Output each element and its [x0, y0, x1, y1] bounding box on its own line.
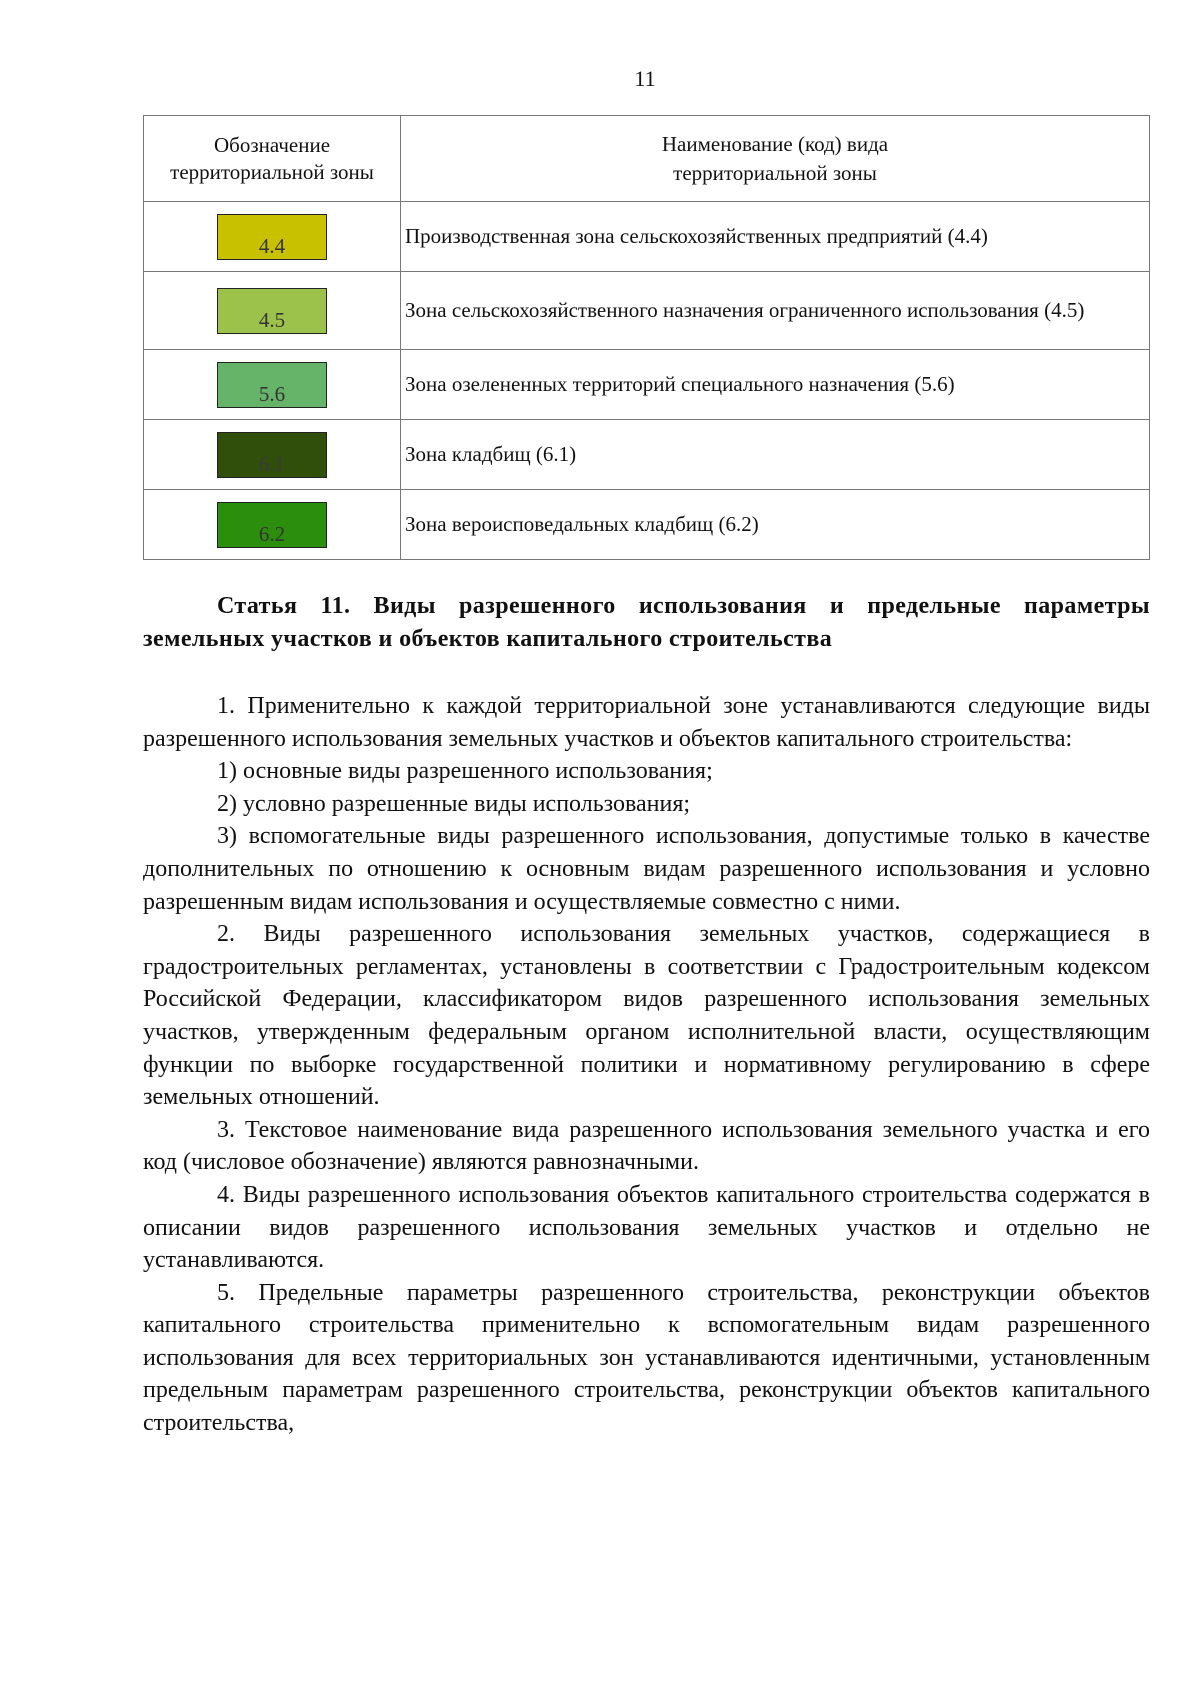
table-header-row [144, 116, 1150, 202]
table-row [144, 350, 1150, 420]
zone-name-cell: Зона сельскохозяйственного назначения ограниченного использования (4.5) [401, 272, 1150, 350]
paragraph: 4. Виды разрешенного использования объектов капитального строительства содержатся в описании видов разрешенного использования земельных участков и отдельно не устанавливаются. [143, 1181, 1150, 1274]
zone-name-cell: Зона кладбищ (6.1) [401, 420, 1150, 490]
paragraph: 1) основные виды разрешенного использования; [217, 758, 713, 785]
table-row [144, 202, 1150, 272]
paragraph: 1. Применительно к каждой территориальной зоне устанавливаются следующие виды разрешенного использования земельных участков и объектов капитального строительства: [143, 693, 1150, 752]
article-title: Статья 11. Виды разрешенного использования и предельные параметры земельных участков и объектов капитального строительства [143, 593, 1150, 652]
zone-color-swatch [217, 432, 327, 478]
zone-code-label: 4.5 [258, 307, 286, 332]
paragraph: 3. Текстовое наименование вида разрешенного использования земельного участка и его код (числовое обозначение) являются равнозначными. [143, 1116, 1150, 1176]
table-row [144, 272, 1150, 350]
zone-color-swatch [217, 288, 327, 334]
table-row [144, 490, 1150, 560]
zone-name-cell: Производственная зона сельскохозяйственных предприятий (4.4) [401, 202, 1150, 272]
zone-code-cell [144, 490, 401, 560]
paragraph: 5. Предельные параметры разрешенного строительства, реконструкции объектов капитального строительства применительно к вспомогательным видам разрешенного использования для всех территориальных зон устанавливаются идентичными, установленным предельным параметрам разрешенного строительства, реконструкции объектов капитального строительства, [143, 1279, 1150, 1437]
article-body [143, 690, 1150, 1440]
paragraph: 3) вспомогательные виды разрешенного использования, допустимые только в качестве дополнительных по отношению к основным видам разрешенного использования и условно разрешенным видам использования и осуществляемые совместно с ними. [143, 823, 1150, 915]
zone-code-label: 6.2 [258, 521, 286, 546]
territorial-zones-table [143, 115, 1150, 560]
header-zone-name-line1: Наименование (код) вида [661, 131, 889, 156]
header-zone-name-line2: территориальной зоны [673, 160, 877, 185]
zone-code-label: 5.6 [258, 381, 286, 406]
zone-name-cell: Зона озелененных территорий специального назначения (5.6) [401, 350, 1150, 420]
zone-code-cell [144, 420, 401, 490]
zone-code-label: 6.1 [258, 451, 286, 476]
header-zone-designation: Обозначение территориальной зоны [144, 116, 401, 202]
zone-color-swatch [217, 362, 327, 408]
zone-code-cell [144, 350, 401, 420]
page-number: 11 [634, 66, 656, 91]
zone-color-swatch [217, 502, 327, 548]
zone-code-label: 4.4 [258, 233, 286, 258]
zone-color-swatch [217, 214, 327, 260]
header-zone-name [401, 116, 1150, 202]
zone-code-cell [144, 202, 401, 272]
paragraph: 2) условно разрешенные виды использования; [217, 790, 691, 817]
paragraph: 2. Виды разрешенного использования земельных участков, содержащиеся в градостроительных регламентах, установлены в соответствии с Градостроительным кодексом Российской Федерации, классификатором видов разрешенного использования земельных участков, утвержденным федеральным органом исполнительной власти, осуществляющим функции по выборке государственной политики и нормативному регулированию в сфере земельных отношений. [143, 921, 1150, 1111]
zone-code-cell [144, 272, 401, 350]
zone-name-cell: Зона вероисповедальных кладбищ (6.2) [401, 490, 1150, 560]
table-row [144, 420, 1150, 490]
